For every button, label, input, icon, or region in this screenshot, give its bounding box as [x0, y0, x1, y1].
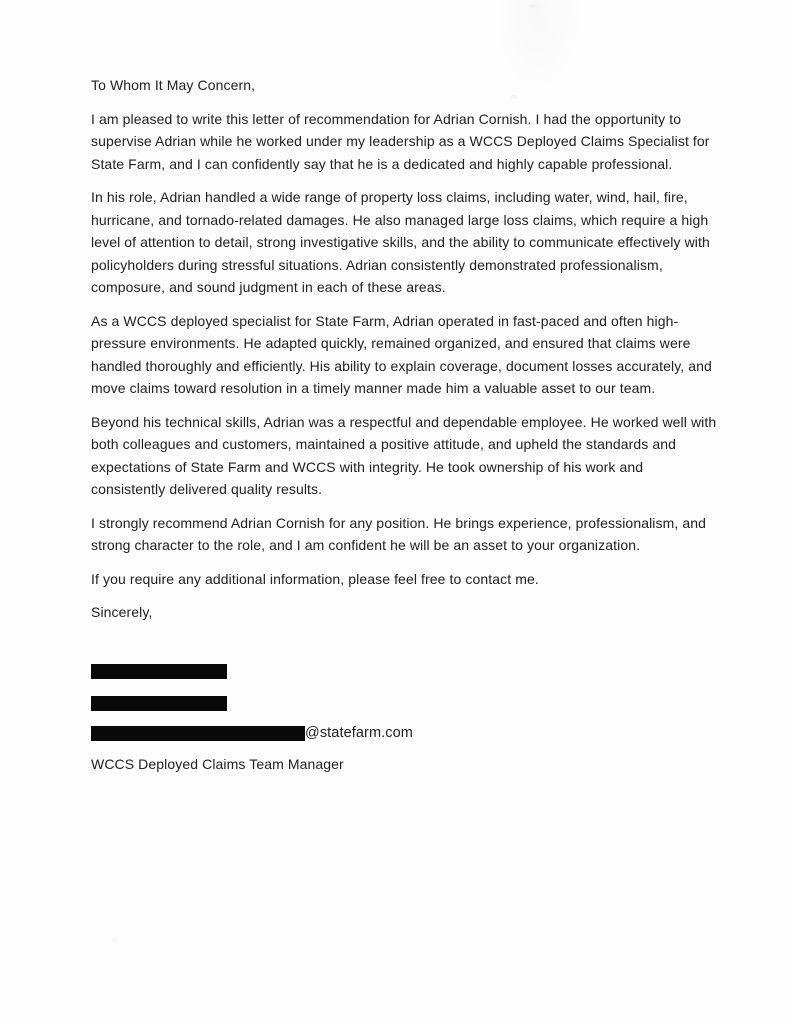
- email-domain: @statefarm.com: [305, 724, 413, 741]
- paragraph-environment: As a WCCS deployed specialist for State Farm, Adrian operated in fast-paced and often high-pressure environments. He adapted quickly, remained organized, and ensured that claims were handled thoroughly and efficiently. His ability to explain coverage, document losses accurately, and move claims toward resolution in a timely manner made him a valuable asset to our team.: [91, 312, 712, 396]
- redacted-email-local-part-bar: [91, 726, 305, 741]
- job-title: WCCS Deployed Claims Team Manager: [91, 755, 344, 772]
- paragraph-recommendation: I strongly recommend Adrian Cornish for any position. He brings experience, professionalism, and strong character to the role, and I am confident he will be an asset to your organization.: [91, 514, 707, 553]
- scan-artifact-speck: [528, 4, 537, 8]
- paragraph-intro: I am pleased to write this letter of recommendation for Adrian Cornish. I had the opportunity to supervise Adrian while he worked under my leadership as a WCCS Deployed Claims Specialist for State Farm, and I can confidently say that he is a dedicated and highly capable professional.: [91, 110, 710, 172]
- redacted-phone-bar: [91, 696, 227, 711]
- paragraph-role: In his role, Adrian handled a wide range of property loss claims, including water, wind, hail, fire, hurricane, and tornado-related damages. He also managed large loss claims, which require a high level of attention to detail, strong investigative skills, and the ability to communicate effectively with policyholders during stressful situations. Adrian consistently demonstrated professionalism, composure, and sound judgment in each of these areas.: [91, 189, 710, 295]
- paragraph-contact: If you require any additional information, please feel free to contact me.: [91, 570, 539, 587]
- scan-artifact-speck: [113, 938, 118, 942]
- signature-block: [91, 664, 721, 776]
- letter-body: [91, 74, 721, 786]
- redacted-name-bar: [91, 664, 227, 679]
- email-line: [91, 726, 721, 741]
- salutation: To Whom It May Concern,: [91, 77, 256, 93]
- paragraph-character: Beyond his technical skills, Adrian was a respectful and dependable employee. He worked well with both colleagues and customers, maintained a positive attitude, and upheld the standards and expectations of State Farm and WCCS with integrity. He took ownership of his work and consistently delivered quality results.: [91, 413, 717, 497]
- closing: Sincerely,: [91, 604, 153, 620]
